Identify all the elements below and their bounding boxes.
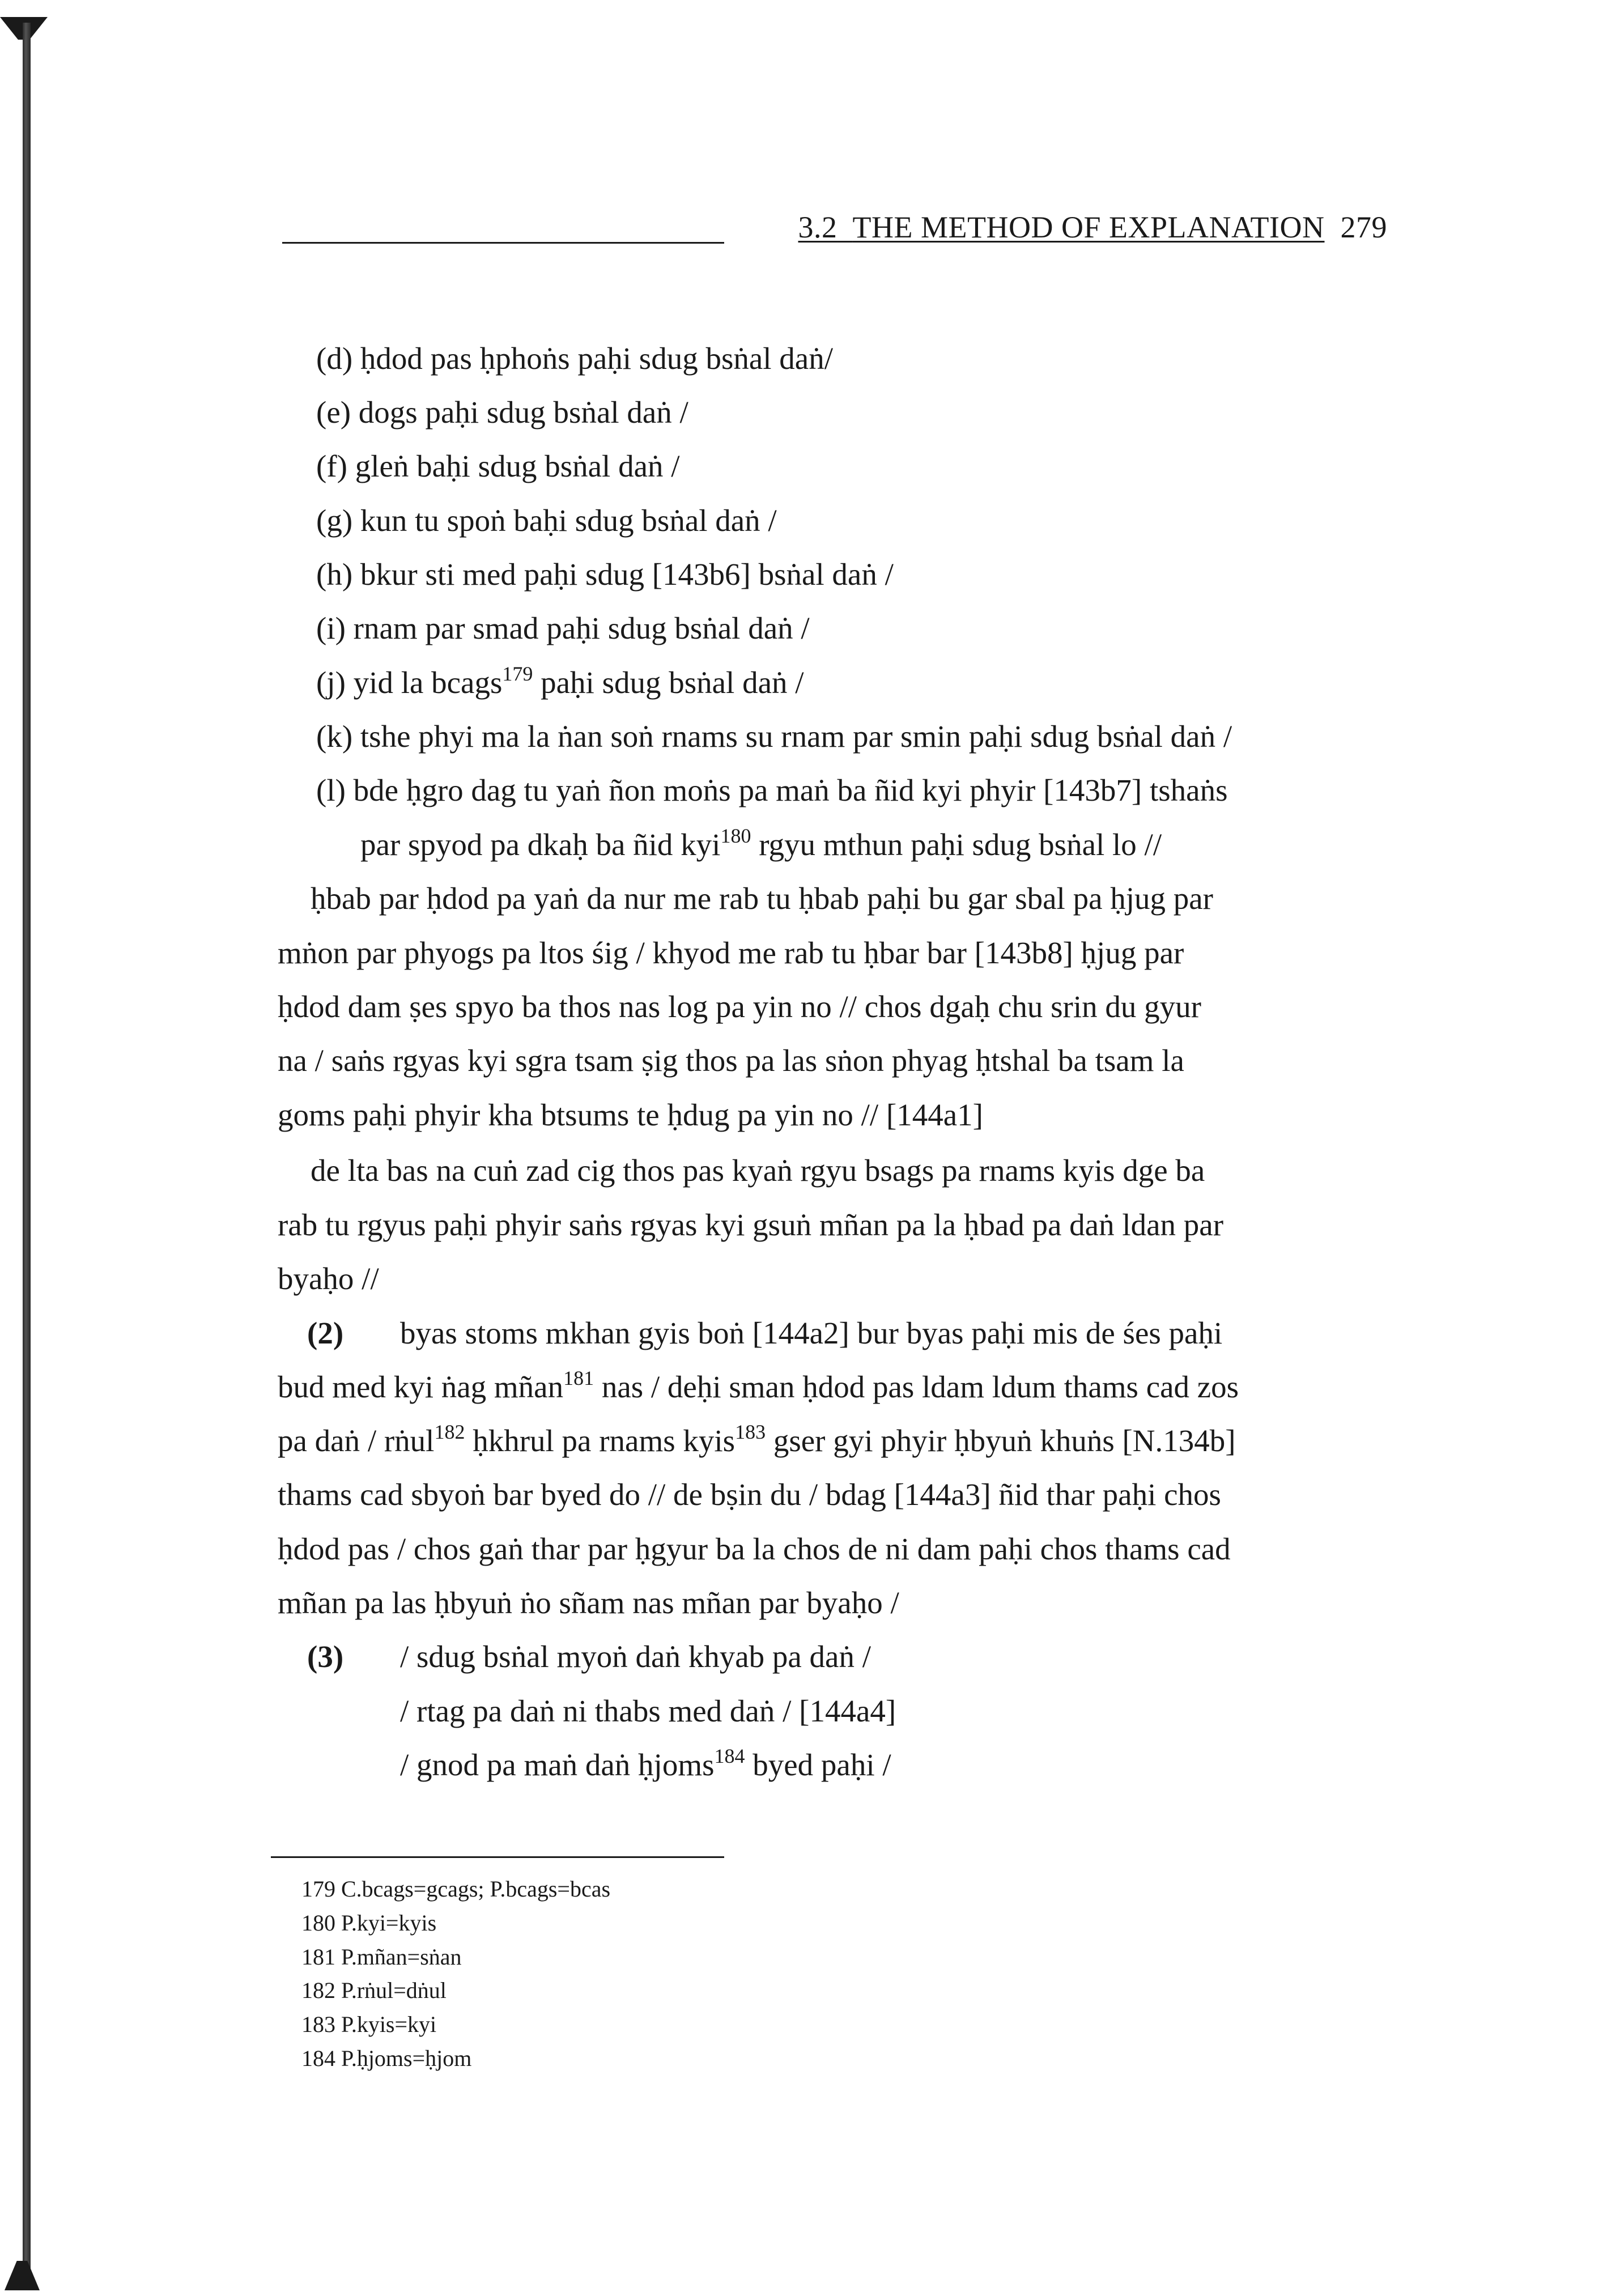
paragraph-line: byas stoms mkhan gyis boṅ [144a2] bur byas paḥi mis de śes paḥi: [400, 1316, 1223, 1350]
page-number: 279: [1340, 210, 1387, 244]
paragraph-line: ḥdod dam ṣes spyo ba thos nas log pa yin no // chos dgaḥ chu srin du gyur: [278, 989, 1201, 1024]
footnote-number: 179: [301, 1876, 335, 1902]
footnote-ref: 180: [720, 824, 751, 847]
list-text: par spyod pa dkaḥ ba ñid kyi: [360, 827, 721, 862]
paragraph-line: de lta bas na cuṅ zad cig thos pas kyaṅ rgyu bsags pa rnams kyis dge ba: [311, 1153, 1205, 1188]
section-number: (3): [307, 1639, 344, 1674]
paragraph-line: mñan pa las ḥbyuṅ ṅo sñam nas mñan par byaḥo /: [278, 1585, 899, 1620]
header-text: [798, 211, 1387, 244]
list-marker: (d): [316, 341, 353, 376]
text-run: pa daṅ / rṅul: [278, 1423, 435, 1458]
footnote-ref: 179: [502, 662, 533, 685]
footnote: [301, 1908, 436, 1938]
list-item: [316, 717, 1232, 756]
verse-line: [400, 1745, 891, 1785]
footnote: [301, 1976, 447, 2005]
list-item: [316, 447, 680, 486]
list-text: paḥi sdug bsṅal daṅ /: [533, 665, 804, 700]
paragraph-line: byaḥo //: [278, 1261, 379, 1296]
section-number: 3.2: [798, 210, 837, 244]
text-run: ḥkhrul pa rnams kyis: [465, 1423, 736, 1458]
list-text: bde ḥgro dag tu yaṅ ñon moṅs pa maṅ ba ñid kyi phyir [143b7] tshaṅs: [353, 773, 1228, 807]
text-run: byed paḥi /: [745, 1747, 891, 1782]
list-marker: (j): [316, 665, 346, 700]
footnote-number: 180: [301, 1910, 335, 1936]
section-3-number: [307, 1637, 343, 1677]
running-header: [282, 211, 1387, 244]
section-title: THE METHOD OF EXPLANATION: [852, 210, 1325, 244]
footnote-text: P.mñan=sṅan: [341, 1944, 462, 1970]
list-item: [316, 393, 688, 432]
binding-bottom-cap: [5, 2261, 40, 2290]
paragraph-line: [278, 1367, 1239, 1407]
list-text: ḥdod pas ḥphoṅs paḥi sdug bsṅal daṅ/: [360, 341, 833, 376]
paragraph-line: [278, 1421, 1236, 1461]
paragraph-line: ḥbab par ḥdod pa yaṅ da nur me rab tu ḥbab paḥi bu gar sbal pa ḥjug par: [311, 881, 1213, 916]
list-text: bkur sti med paḥi sdug [143b6] bsṅal daṅ /: [360, 557, 894, 592]
verse-line: / sdug bsṅal myoṅ daṅ khyab pa daṅ /: [400, 1639, 871, 1674]
list-marker: (i): [316, 611, 346, 645]
list-item-continuation: [360, 825, 1162, 865]
list-marker: (l): [316, 773, 346, 807]
footnote: [301, 1942, 462, 1972]
text-run: gser gyi phyir ḥbyuṅ khuṅs [N.134b]: [766, 1423, 1236, 1458]
footnote-number: 181: [301, 1944, 335, 1970]
footnote-text: P.kyis=kyi: [341, 2012, 437, 2037]
list-text: tshe phyi ma la ṅan soṅ rnams su rnam par smin paḥi sdug bsṅal daṅ /: [360, 719, 1232, 754]
footnote-number: 184: [301, 2046, 335, 2071]
footnote-text: P.ḥjoms=ḥjom: [341, 2046, 472, 2071]
paragraph-line: thams cad sbyoṅ bar byed do // de bṣin du / bdag [144a3] ñid thar paḥi chos: [278, 1477, 1221, 1512]
list-item: [316, 555, 894, 594]
list-marker: (f): [316, 449, 347, 483]
verse-line: / rtag pa daṅ ni thabs med daṅ / [144a4]: [400, 1694, 896, 1728]
footnote-ref: 184: [714, 1745, 745, 1767]
binding-gutter: [23, 23, 31, 2284]
paragraph-line: mṅon par phyogs pa ltos śig / khyod me rab tu ḥbar bar [143b8] ḥjug par: [278, 936, 1184, 970]
list-marker: (h): [316, 557, 353, 592]
section-2-first-line: [307, 1313, 343, 1353]
list-item: [316, 609, 810, 648]
list-item: [316, 501, 777, 541]
list-marker: (e): [316, 395, 351, 430]
footnote: [301, 2010, 436, 2039]
header-rule: [282, 242, 724, 244]
footnote-number: 183: [301, 2012, 335, 2037]
text-run: bud med kyi ṅag mñan: [278, 1370, 564, 1404]
footnote-text: P.kyi=kyis: [341, 1910, 437, 1936]
paragraph-line: goms paḥi phyir kha btsums te ḥdug pa yin no // [144a1]: [278, 1098, 983, 1132]
footnote-ref: 182: [434, 1421, 465, 1443]
footnote-ref: 181: [563, 1367, 594, 1389]
list-item: [316, 663, 804, 703]
footnote-text: C.bcags=gcags; P.bcags=bcas: [341, 1876, 611, 1902]
list-text: rnam par smad paḥi sdug bsṅal daṅ /: [353, 611, 810, 645]
paragraph-line: rab tu rgyus paḥi phyir saṅs rgyas kyi gsuṅ mñan pa la ḥbad pa daṅ ldan par: [278, 1207, 1224, 1242]
list-marker: (k): [316, 719, 353, 754]
footnote: [301, 2044, 471, 2073]
footnote-number: 182: [301, 1978, 335, 2003]
list-text: yid la bcags: [353, 665, 503, 700]
list-text: kun tu spoṅ baḥi sdug bsṅal daṅ /: [360, 503, 777, 538]
footnote-text: P.rṅul=dṅul: [341, 1978, 447, 2003]
list-text: dogs paḥi sdug bsṅal daṅ /: [358, 395, 688, 430]
list-text: gleṅ baḥi sdug bsṅal daṅ /: [355, 449, 680, 483]
paragraph-line: ḥdod pas / chos gaṅ thar par ḥgyur ba la chos de ni dam paḥi chos thams cad: [278, 1532, 1231, 1566]
list-item: [316, 339, 833, 379]
footnote-rule: [271, 1856, 724, 1858]
text-run: / gnod pa maṅ daṅ ḥjoms: [400, 1747, 715, 1782]
paragraph-line: na / saṅs rgyas kyi sgra tsam ṣig thos pa las sṅon phyag ḥtshal ba tsam la: [278, 1043, 1184, 1078]
list-item: [316, 771, 1228, 810]
list-text: rgyu mthun paḥi sdug bsṅal lo //: [751, 827, 1162, 862]
footnote: [301, 1874, 610, 1904]
section-number: (2): [307, 1316, 344, 1350]
footnote-ref: 183: [735, 1421, 766, 1443]
text-run: nas / deḥi sman ḥdod pas ldam ldum thams cad zos: [594, 1370, 1239, 1404]
list-marker: (g): [316, 503, 353, 538]
